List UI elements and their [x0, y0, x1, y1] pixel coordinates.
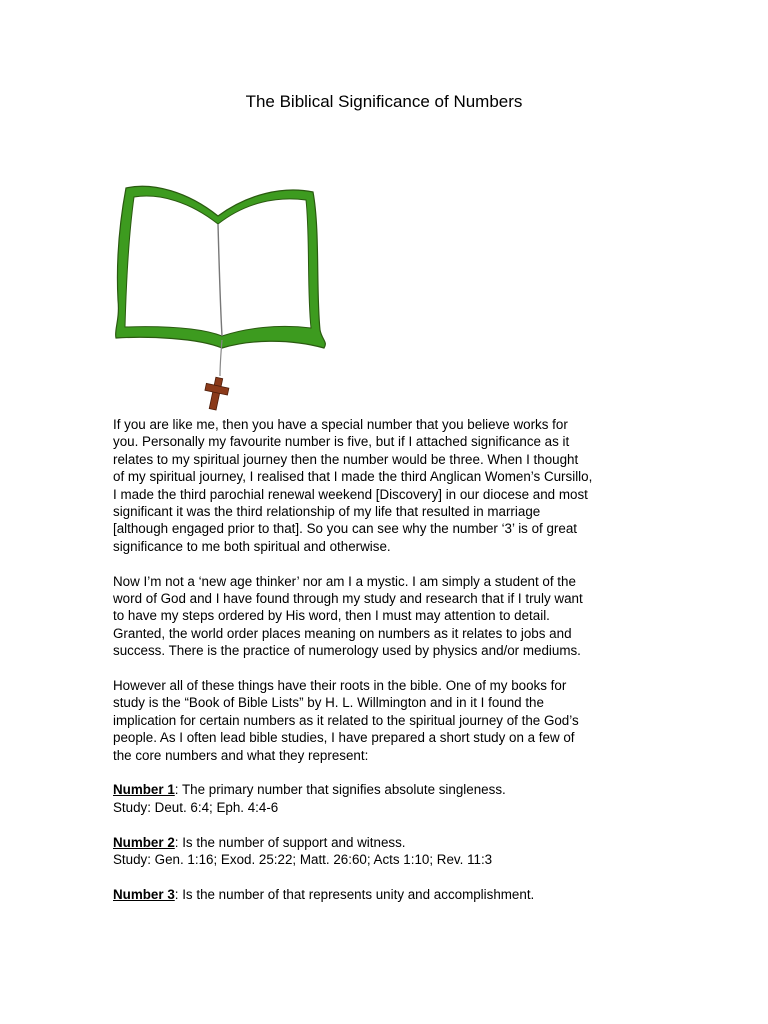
text-line: the core numbers and what they represent: [113, 747, 369, 763]
text-line: of my spiritual journey, I realised that I made the third Anglican Women’s Cursillo, [113, 469, 593, 485]
text-line: Granted, the world order places meaning on numbers as it relates to jobs and [113, 625, 572, 641]
number-heading [113, 834, 673, 851]
number-description: : Is the number of that represents unity and accomplishment. [174, 886, 535, 902]
text-line: word of God and I have found through my study and research that if I truly want [113, 591, 583, 607]
number-label: Number 2 [113, 834, 175, 850]
number-description: : Is the number of support and witness. [174, 834, 406, 850]
number-heading [113, 781, 673, 798]
text-line: I made the third parochial renewal weekend [Discovery] in our diocese and most [113, 486, 588, 502]
text-line: success. There is the practice of numerology used by physics and/or mediums. [113, 643, 581, 659]
text-line: significant it was the third relationship of my life that resulted in marriage [113, 504, 541, 520]
number-entry-1 [113, 781, 673, 816]
paragraph-student [113, 573, 673, 660]
text-line: Now I’m not a ‘new age thinker’ nor am I a mystic. I am simply a student of the [113, 573, 576, 589]
open-bible-icon [108, 180, 338, 420]
cross-bookmark-icon [201, 376, 230, 412]
text-line: to have my steps ordered by His word, then I must may attention to detail. [113, 608, 550, 624]
text-line: [although engaged prior to that]. So you can see why the number ‘3’ is of great [113, 521, 578, 537]
text-line: significance to me both spiritual and otherwise. [113, 538, 391, 554]
page-title: The Biblical Significance of Numbers [245, 92, 523, 111]
paragraph-intro [113, 416, 673, 555]
study-reference: Study: Deut. 6:4; Eph. 4:4-6 [113, 799, 279, 815]
number-heading [113, 886, 673, 903]
document-body [113, 416, 673, 921]
number-entry-2 [113, 834, 673, 869]
study-reference: Study: Gen. 1:16; Exod. 25:22; Matt. 26:60; Acts 1:10; Rev. 11:3 [113, 852, 493, 868]
text-line: If you are like me, then you have a special number that you believe works for [113, 417, 568, 432]
text-line: relates to my spiritual journey then the number would be three. When I thought [113, 451, 579, 467]
text-line: However all of these things have their roots in the bible. One of my books for [113, 678, 567, 694]
number-label: Number 1 [113, 782, 175, 798]
number-entry-3 [113, 886, 673, 903]
number-label: Number 3 [113, 886, 175, 902]
text-line: study is the “Book of Bible Lists” by H. L. Willmington and in it I found the [113, 695, 544, 711]
text-line: you. Personally my favourite number is five, but if I attached significance as it [113, 434, 570, 450]
paragraph-roots [113, 677, 673, 764]
text-line: people. As I often lead bible studies, I have prepared a short study on a few of [113, 730, 575, 746]
text-line: implication for certain numbers as it related to the spiritual journey of the God’s [113, 712, 579, 728]
number-description: : The primary number that signifies absolute singleness. [174, 782, 506, 798]
